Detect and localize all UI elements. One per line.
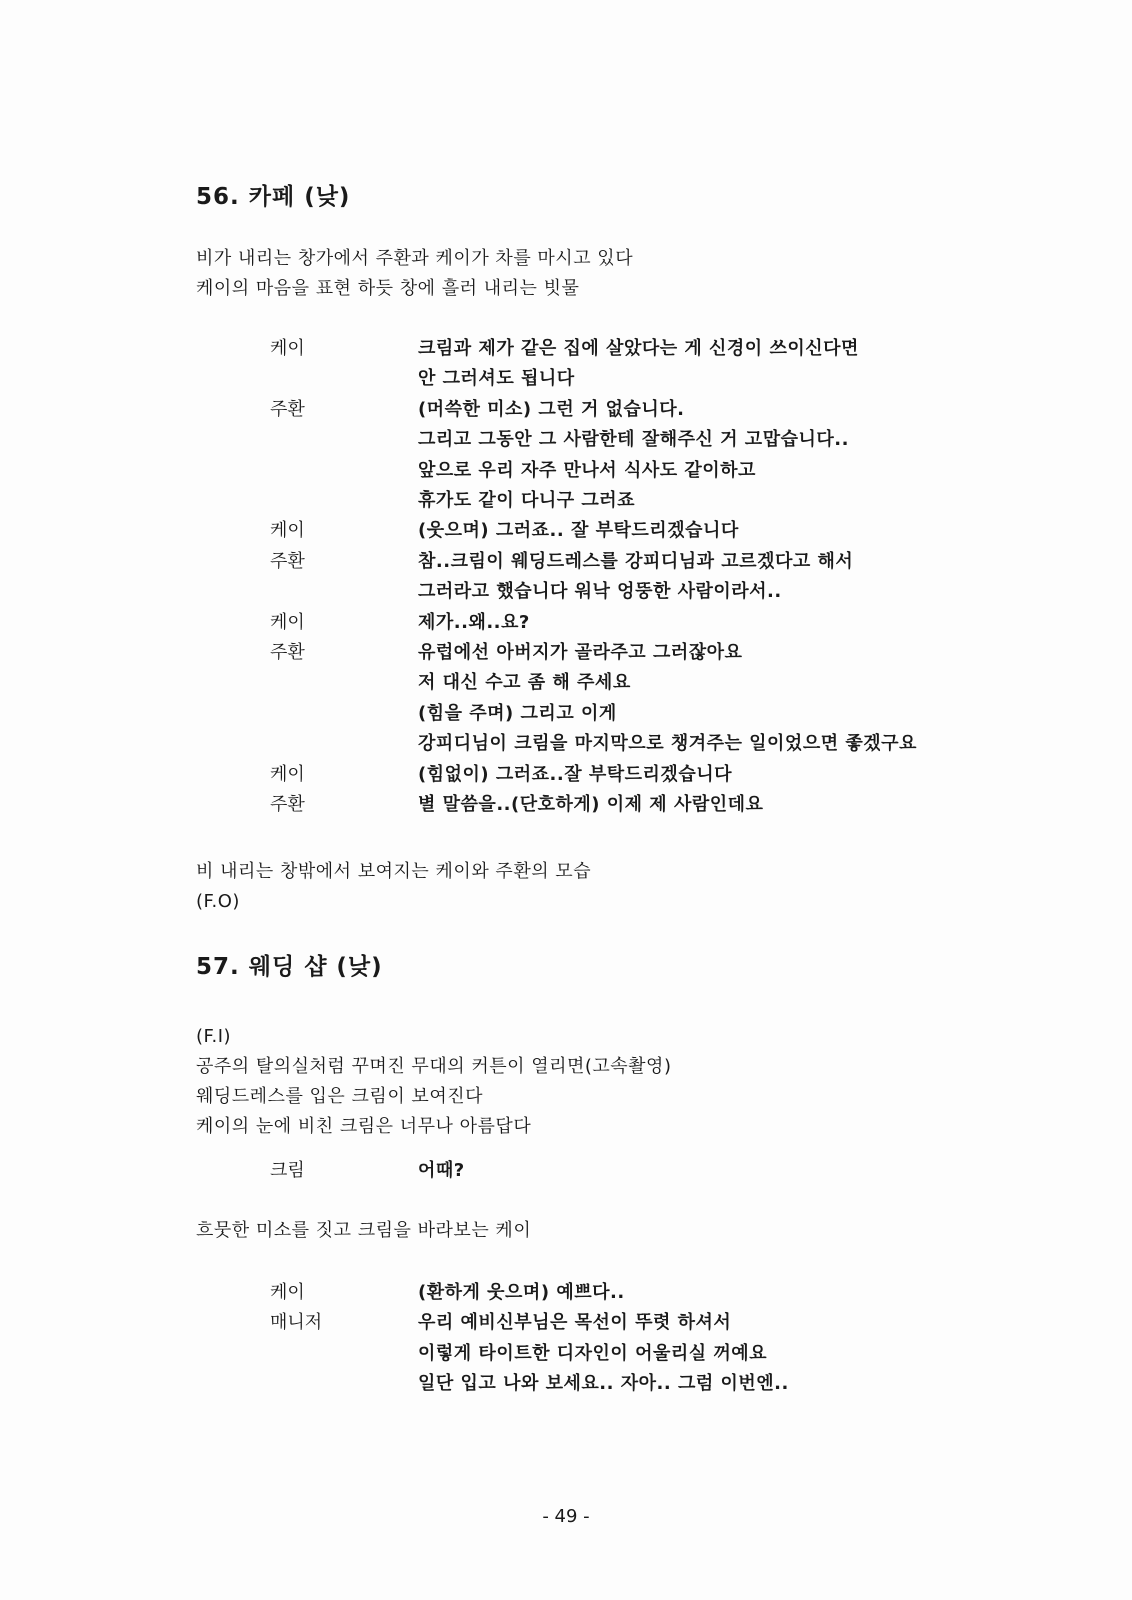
speaker-name: 주환 bbox=[270, 550, 305, 572]
scene-56-dialogue bbox=[270, 334, 917, 820]
dialogue-line: 앞으로 우리 자주 만나서 식사도 같이하고 bbox=[418, 459, 756, 481]
dialogue-line: 크림과 제가 같은 집에 살았다는 게 신경이 쓰이신다면 bbox=[418, 338, 859, 359]
dialogue-line: 어때? bbox=[418, 1160, 465, 1181]
dialogue-row bbox=[270, 395, 917, 517]
action-line: 비 내리는 창밖에서 보여지는 케이와 주환의 모습 bbox=[196, 861, 592, 882]
dialogue-row bbox=[270, 790, 917, 820]
action-line: 케이의 마음을 표현 하듯 창에 흘러 내리는 빗물 bbox=[196, 278, 580, 299]
scene-57-action bbox=[196, 1022, 671, 1142]
dialogue-line: (웃으며) 그러죠.. 잘 부탁드리겠습니다 bbox=[418, 520, 739, 542]
scene-56-closing-action bbox=[196, 857, 591, 917]
dialogue-line: (힘없이) 그러죠..잘 부탁드리겠습니다 bbox=[418, 763, 732, 785]
dialogue-line: 이렇게 타이트한 디자인이 어울리실 꺼예요 bbox=[418, 1342, 768, 1364]
dialogue-line: (머쓱한 미소) 그런 거 없습니다. bbox=[418, 398, 685, 420]
dialogue-line: 그러라고 했습니다 워낙 엉뚱한 사람이라서.. bbox=[418, 581, 782, 603]
dialogue-line: 별 말씀을..(단호하게) 이제 제 사람인데요 bbox=[418, 793, 764, 815]
transition-fade-out: (F.O) bbox=[196, 891, 240, 912]
dialogue-line: 강피디님이 크림을 마지막으로 챙겨주는 일이었으면 좋겠구요 bbox=[418, 733, 917, 755]
speaker-name: 매니저 bbox=[270, 1312, 323, 1334]
speaker-name: 케이 bbox=[270, 520, 305, 542]
dialogue-row bbox=[270, 516, 917, 546]
speaker-name: 크림 bbox=[270, 1160, 305, 1181]
dialogue-line: 제가..왜..요? bbox=[418, 611, 530, 633]
speaker-name: 케이 bbox=[270, 338, 305, 359]
scene-57-action-2 bbox=[196, 1216, 531, 1246]
action-line: 웨딩드레스를 입은 크림이 보여진다 bbox=[196, 1086, 483, 1107]
dialogue-line: 저 대신 수고 좀 해 주세요 bbox=[418, 672, 631, 694]
dialogue-line: 일단 입고 나와 보세요.. 자아.. 그럼 이번엔.. bbox=[418, 1373, 789, 1395]
speaker-name: 케이 bbox=[270, 611, 305, 633]
dialogue-line: 우리 예비신부님은 목선이 뚜렷 하셔서 bbox=[418, 1312, 732, 1334]
dialogue-line: 그리고 그동안 그 사람한테 잘해주신 거 고맙습니다.. bbox=[418, 429, 849, 451]
dialogue-row bbox=[270, 547, 917, 608]
scene-57-dialogue-2 bbox=[270, 1278, 789, 1400]
dialogue-line: 휴가도 같이 다니구 그러죠 bbox=[418, 489, 636, 511]
scene-56-action bbox=[196, 244, 633, 304]
speaker-name: 케이 bbox=[270, 763, 305, 785]
dialogue-line: 유럽에선 아버지가 골라주고 그러잖아요 bbox=[418, 641, 743, 663]
scene-56-heading: 56. 카페 (낮) bbox=[196, 184, 351, 210]
dialogue-line: (힘을 주며) 그리고 이게 bbox=[418, 702, 617, 724]
dialogue-line: 안 그러셔도 됩니다 bbox=[418, 368, 575, 390]
speaker-name: 주환 bbox=[270, 793, 305, 815]
dialogue-row bbox=[270, 334, 917, 395]
speaker-name: 주환 bbox=[270, 398, 305, 420]
dialogue-row bbox=[270, 760, 917, 790]
speaker-name: 케이 bbox=[270, 1282, 305, 1303]
transition-fade-in: (F.I) bbox=[196, 1026, 232, 1047]
scene-57-dialogue-1 bbox=[270, 1156, 465, 1186]
dialogue-row bbox=[270, 1278, 789, 1308]
speaker-name: 주환 bbox=[270, 641, 305, 663]
dialogue-line: (환하게 웃으며) 예쁘다.. bbox=[418, 1282, 625, 1303]
dialogue-row bbox=[270, 638, 917, 760]
dialogue-row bbox=[270, 1156, 465, 1186]
action-line: 케이의 눈에 비친 크림은 너무나 아름답다 bbox=[196, 1116, 532, 1137]
page-number: - 49 - bbox=[542, 1506, 590, 1527]
action-line: 비가 내리는 창가에서 주환과 케이가 차를 마시고 있다 bbox=[196, 248, 634, 269]
action-line: 공주의 탈의실처럼 꾸며진 무대의 커튼이 열리면(고속촬영) bbox=[196, 1056, 672, 1077]
dialogue-row bbox=[270, 608, 917, 638]
action-line: 흐뭇한 미소를 짓고 크림을 바라보는 케이 bbox=[196, 1220, 532, 1241]
scene-57-heading: 57. 웨딩 샵 (낮) bbox=[196, 954, 383, 980]
dialogue-line: 참..크림이 웨딩드레스를 강피디님과 고르겠다고 해서 bbox=[418, 550, 854, 572]
dialogue-row bbox=[270, 1308, 789, 1399]
